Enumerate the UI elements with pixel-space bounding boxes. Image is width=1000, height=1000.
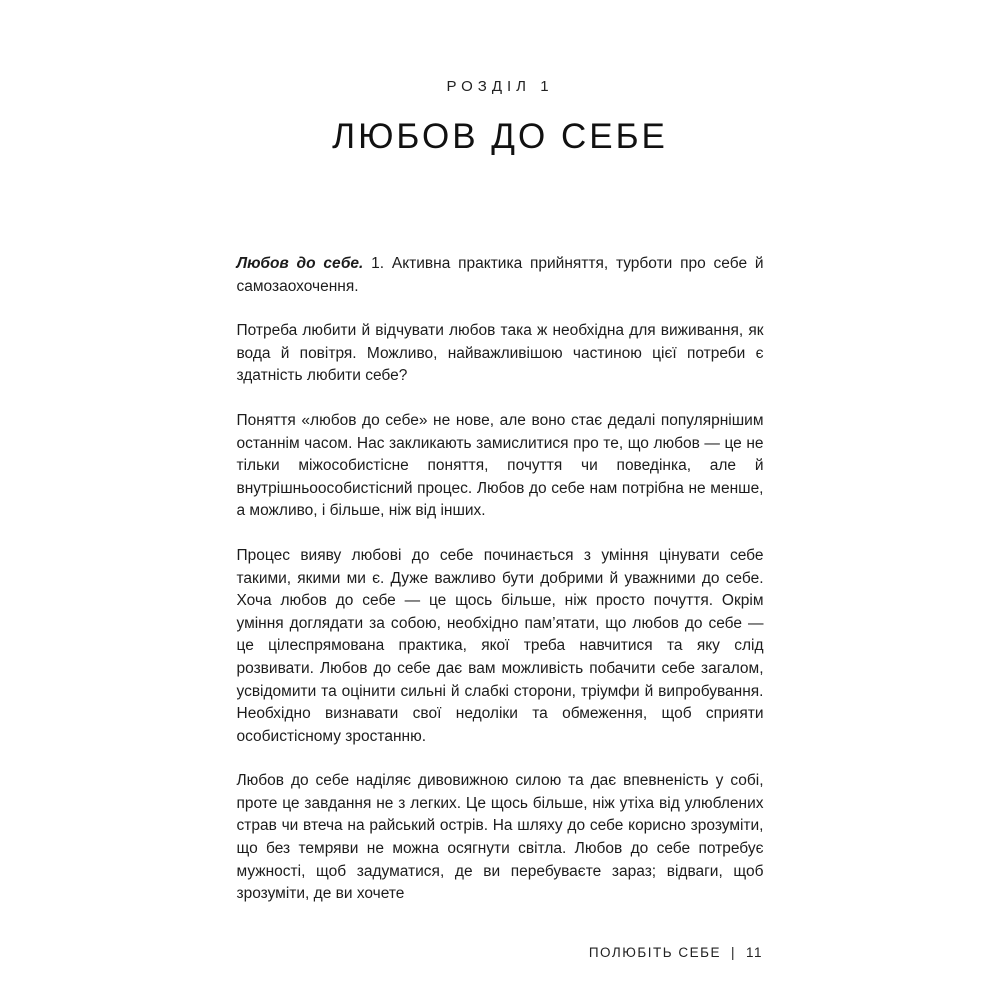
running-title: ПОЛЮБІТЬ СЕБЕ <box>588 945 721 960</box>
page-number: 11 <box>745 945 763 960</box>
definition-rest: 1. Активна практика прийняття, турботи про себе й самозаохочення. <box>236 255 764 295</box>
body-paragraph: Любов до себе наділяє дивовижною силою та дає впевненість у собі, проте це завдання не з легких. Це щось більше, ніж утіха від улюблених страв чи втеча на райський острів. На шляху до себе корисно зрозуміти, що без темряви не можна осягнути світла. Любов до себе потребує мужності, щоб задуматися, де ви перебуваєте зараз; відваги, щоб зрозуміти, де ви хочете <box>236 772 764 903</box>
body-paragraph: Поняття «любов до себе» не нове, але воно стає дедалі популярнішим останнім часом. Нас закликають замислитися про те, що любов — це не тільки міжособистісне поняття, почуття чи поведінка, але й внутрішньоособистісний процес. Любов до себе нам потрібна не менше, а можливо, і більше, ніж від інших. <box>236 411 764 520</box>
page-footer <box>589 945 763 960</box>
definition-paragraph <box>237 253 764 298</box>
definition-term: Любов до себе. <box>236 255 364 272</box>
body-text <box>237 253 764 906</box>
body-paragraph: Потреба любити й відчувати любов така ж необхідна для виживання, як вода й повітря. Можливо, найважливішою частиною цієї потреби є здатність любити себе? <box>236 322 764 385</box>
page-title: ЛЮБОВ ДО СЕБЕ <box>332 117 668 156</box>
footer-separator: | <box>730 945 736 960</box>
body-paragraph: Процес вияву любові до себе починається з уміння цінувати себе такими, якими ми є. Дуже важливо бути добрими й уважними до себе. Хоча любов до себе — це щось більше, ніж просто почуття. Окрім уміння доглядати за собою, необхідно пам’ятати, що любов до себе — це цілеспрямована практика, якої треба навчитися та яку слід розвивати. Любов до себе дає вам можливість побачити себе загалом, усвідомити та оцінити сильні й слабкі сторони, тріумфи й випробування. Необхідно визнавати свої недоліки та обмеження, щоб сприяти особистісному зростанню. <box>236 546 764 745</box>
chapter-label: РОЗДІЛ 1 <box>446 78 554 95</box>
page-content <box>237 0 764 906</box>
